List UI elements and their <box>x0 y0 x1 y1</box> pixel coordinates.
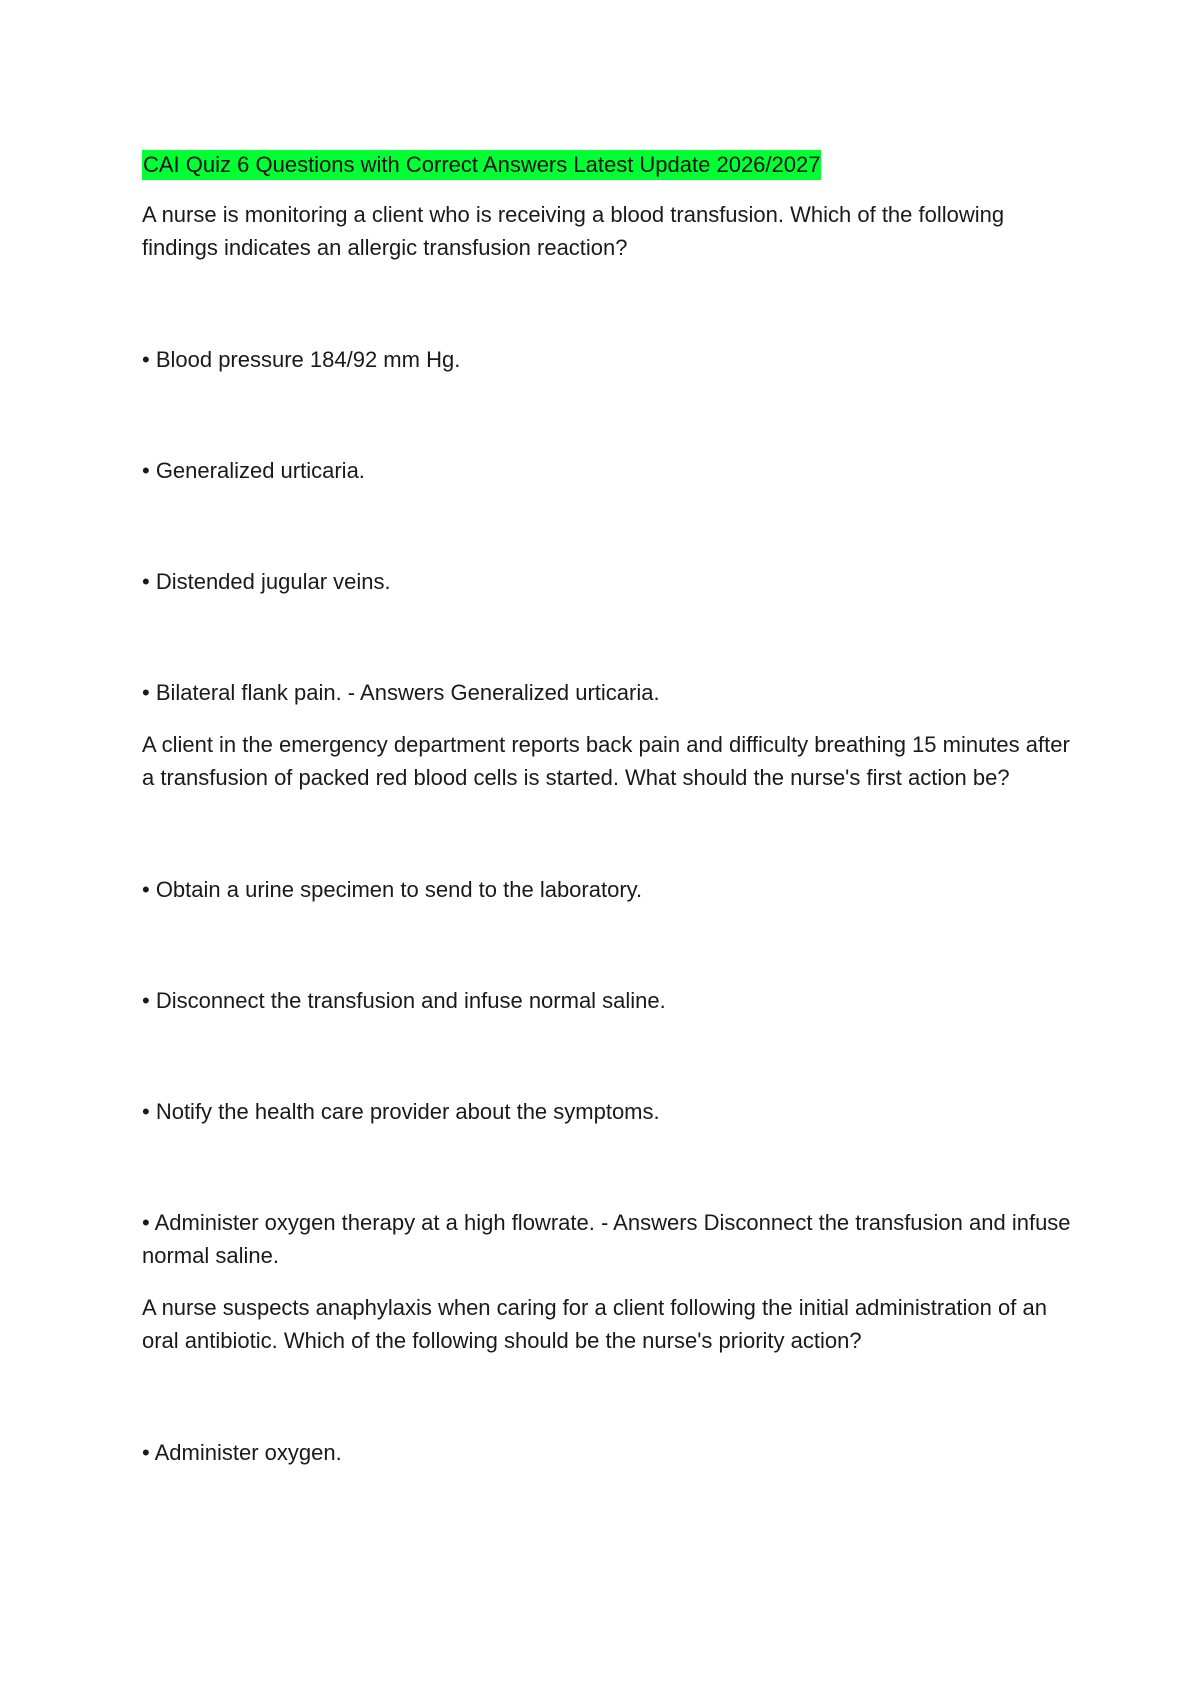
question-1-text: A nurse is monitoring a client who is receiving a blood transfusion. Which of the following findings indicates an allergic transfusion reaction? <box>142 202 1005 260</box>
title-highlight: CAI Quiz 6 Questions with Correct Answers Latest Update 2026/2027 <box>142 150 821 180</box>
document-title <box>142 150 1082 180</box>
question-2-option-2: • Disconnect the transfusion and infuse normal saline. <box>142 988 666 1013</box>
question-1-option-2: • Generalized urticaria. <box>142 458 365 483</box>
question-1-option-3: • Distended jugular veins. <box>142 569 391 594</box>
question-2-option-4-answer: • Administer oxygen therapy at a high flowrate. - Answers Disconnect the transfusion and infuse normal saline. <box>142 1210 1071 1268</box>
question-3-option-1: • Administer oxygen. <box>142 1440 342 1465</box>
question-3-text: A nurse suspects anaphylaxis when caring for a client following the initial administration of an oral antibiotic. Which of the following should be the nurse's priority action? <box>142 1295 1047 1353</box>
question-2-option-3: • Notify the health care provider about the symptoms. <box>142 1099 660 1124</box>
question-1-option-1: • Blood pressure 184/92 mm Hg. <box>142 347 461 372</box>
document-content <box>142 150 1082 1469</box>
question-2-option-1: • Obtain a urine specimen to send to the laboratory. <box>142 877 643 902</box>
question-1-option-4-answer: • Bilateral flank pain. - Answers Generalized urticaria. <box>142 680 660 705</box>
question-2-text: A client in the emergency department reports back pain and difficulty breathing 15 minutes after a transfusion of packed red blood cells is started. What should the nurse's first action be? <box>142 732 1070 790</box>
